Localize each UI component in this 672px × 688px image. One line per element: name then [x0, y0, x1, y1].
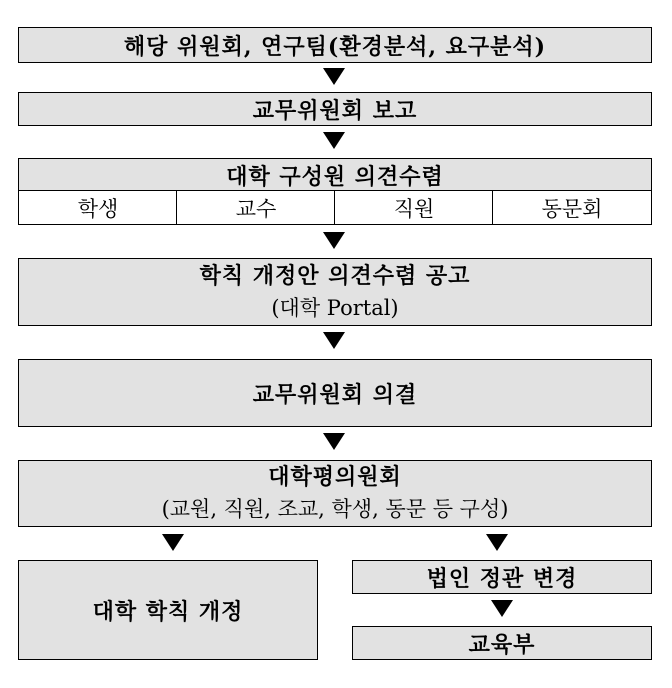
group-label: 학생 — [77, 196, 119, 221]
down-arrow-icon — [486, 534, 508, 551]
down-arrow-icon — [323, 68, 345, 85]
group-cell-students — [18, 190, 178, 225]
step-rule-revision-notice-sub: (대학 Portal) — [271, 295, 399, 320]
step-university-rule-revision — [18, 560, 318, 660]
step-university-rule-revision-label: 대학 학칙 개정 — [92, 598, 244, 625]
step-academic-committee-report-label: 교무위원회 보고 — [252, 97, 418, 124]
down-arrow-icon — [323, 232, 345, 249]
step-ministry-of-education — [352, 626, 652, 660]
step-member-opinion — [18, 158, 652, 192]
group-cell-alumni — [492, 190, 652, 225]
step-ministry-of-education-label: 교육부 — [468, 631, 536, 658]
group-label: 직원 — [393, 196, 435, 221]
step-university-senate-title: 대학평의원회 — [268, 464, 402, 491]
step-academic-committee-resolution — [18, 359, 652, 427]
step-rule-revision-notice-title: 학칙 개정안 의견수렴 공고 — [199, 262, 471, 289]
down-arrow-icon — [491, 600, 513, 617]
step-rule-revision-notice — [18, 258, 652, 326]
group-cell-staff — [334, 190, 494, 225]
group-label: 교수 — [235, 196, 277, 221]
step-member-opinion-title: 대학 구성원 의견수렴 — [226, 163, 444, 190]
step-academic-committee-resolution-label: 교무위원회 의결 — [252, 381, 418, 408]
step-corporate-articles-change-label: 법인 정관 변경 — [426, 565, 578, 592]
step-university-senate-sub: (교원, 직원, 조교, 학생, 동문 등 구성) — [161, 497, 509, 522]
group-cell-faculty — [176, 190, 336, 225]
down-arrow-icon — [162, 534, 184, 551]
down-arrow-icon — [323, 433, 345, 450]
down-arrow-icon — [323, 332, 345, 349]
step-academic-committee-report — [18, 92, 652, 126]
step-university-senate — [18, 460, 652, 527]
group-label: 동문회 — [541, 196, 603, 221]
step-committee-research — [18, 27, 652, 63]
step-corporate-articles-change — [352, 560, 652, 594]
down-arrow-icon — [323, 132, 345, 149]
step-committee-research-label: 해당 위원회, 연구팀(환경분석, 요구분석) — [123, 33, 547, 60]
